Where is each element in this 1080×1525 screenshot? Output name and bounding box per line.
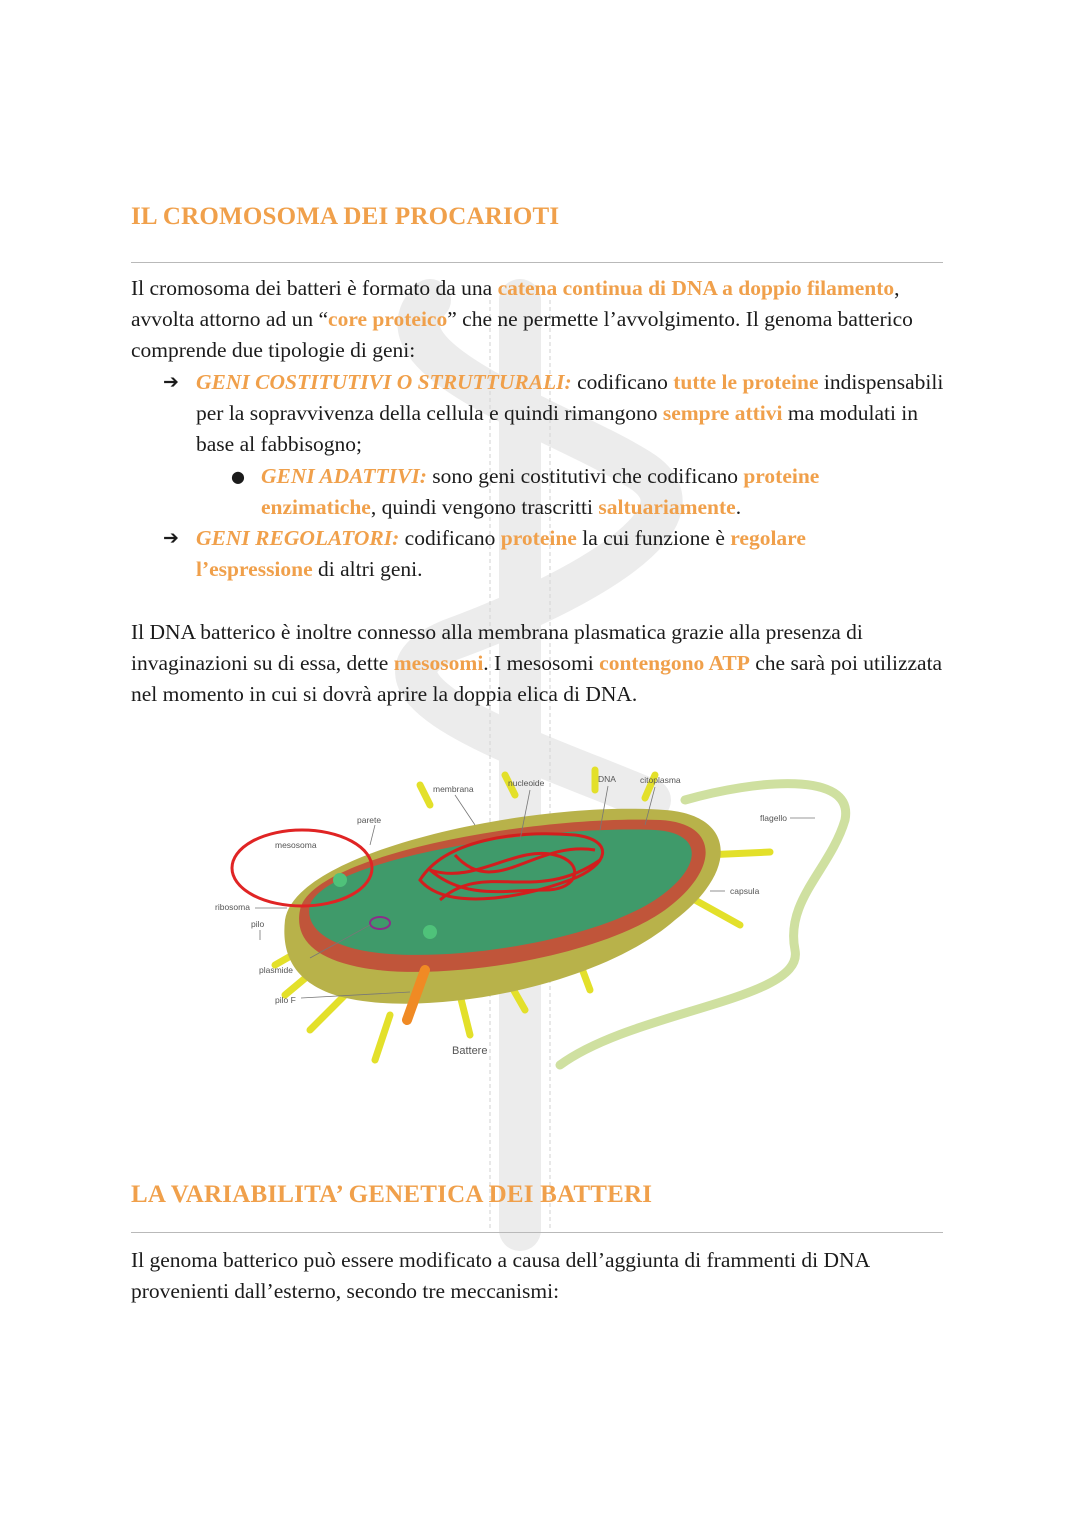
section-title-cromosoma: IL CROMOSOMA DEI PROCARIOTI — [131, 203, 560, 230]
label-mesosoma: mesosoma — [275, 840, 317, 850]
arrow-bullet-icon: ➔ — [163, 371, 179, 393]
label-dna: DNA — [598, 774, 616, 784]
diagram-caption: Battere — [452, 1045, 488, 1057]
list-item-geni-costitutivi: GENI COSTITUTIVI O STRUTTURALI: codificano tutte le proteine indispensabili per la sopravvivenza della cellula e quindi rimangono sempre attivi ma modulati in base al fabbisogno; — [196, 370, 944, 456]
bacterium-diagram — [215, 760, 855, 1090]
label-flagello: flagello — [760, 813, 787, 823]
mesosomi-paragraph: Il DNA batterico è inoltre connesso alla membrana plasmatica grazie alla presenza di invaginazioni su di essa, dette mesosomi. I mesosomi contengono ATP che sarà poi utilizzata nel momento in cui si dovrà aprire la doppia elica di DNA. — [131, 620, 943, 706]
label-membrana: membrana — [433, 784, 474, 794]
list-item-geni-adattivi: GENI ADATTIVI: sono geni costitutivi che codificano proteine enzimatiche, quindi vengono trascritti saltuariamente. — [261, 464, 820, 519]
label-ribosoma: ribosoma — [215, 902, 250, 912]
label-capsula: capsula — [730, 886, 760, 896]
title-rule — [131, 1232, 943, 1233]
arrow-bullet-icon: ➔ — [163, 527, 179, 549]
variabilita-paragraph: Il genoma batterico può essere modificato a causa dell’aggiunta di frammenti di DNA provenienti dall’esterno, secondo tre meccanismi: — [131, 1248, 869, 1303]
label-pilo-f: pilo F — [275, 995, 296, 1005]
section-title-variabilita: LA VARIABILITA’ GENETICA DEI BATTERI — [131, 1181, 653, 1208]
label-parete: parete — [357, 815, 382, 825]
label-pilo: pilo — [251, 919, 265, 929]
title-rule — [131, 262, 943, 263]
label-nucleoide: nucleoide — [508, 778, 545, 788]
intro-paragraph: Il cromosoma dei batteri è formato da una catena continua di DNA a doppio filamento, avvolta attorno ad un “core proteico” che ne permette l’avvolgimento. Il genoma batterico comprende due tipologie di geni: — [131, 276, 913, 362]
label-citoplasma: citoplasma — [640, 775, 681, 785]
label-plasmide: plasmide — [259, 965, 294, 975]
dot-bullet-icon: ● — [231, 467, 245, 486]
list-item-geni-regolatori: GENI REGOLATORI: codificano proteine la cui funzione è regolare l’espressione di altri geni. — [196, 526, 806, 581]
